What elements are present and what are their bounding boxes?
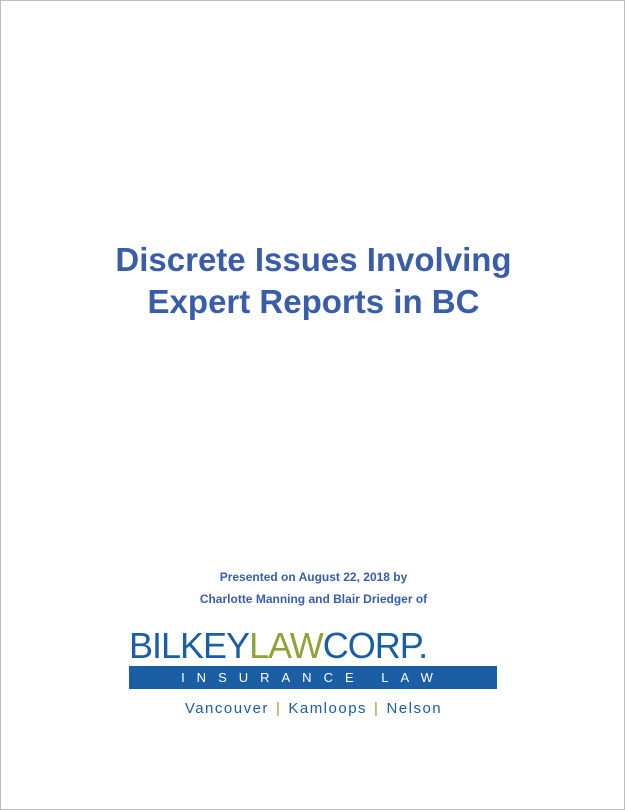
firm-logo	[129, 625, 497, 689]
office-nelson: Nelson	[386, 700, 443, 717]
document-title	[1, 239, 625, 323]
office-vancouver: Vancouver	[184, 700, 269, 717]
logo-word-law: LAW	[249, 625, 323, 666]
logo-tagline-band	[129, 666, 497, 689]
office-locations	[1, 699, 625, 719]
presented-by	[1, 566, 625, 610]
office-separator: |	[374, 700, 380, 717]
presented-date-line: Presented on August 22, 2018 by	[219, 570, 408, 584]
logo-tagline: INSURANCE LAW	[181, 670, 445, 685]
logo-word-bilkey: BILKEY	[129, 625, 250, 666]
presenters-line: Charlotte Manning and Blair Driedger of	[199, 592, 428, 606]
office-kamloops: Kamloops	[288, 700, 368, 717]
logo-word-corp: CORP.	[322, 625, 428, 666]
title-line-2: Expert Reports in BC	[147, 283, 480, 320]
logo-wordmark	[129, 625, 497, 666]
office-separator: |	[275, 700, 282, 717]
title-line-1: Discrete Issues Involving	[115, 241, 512, 278]
